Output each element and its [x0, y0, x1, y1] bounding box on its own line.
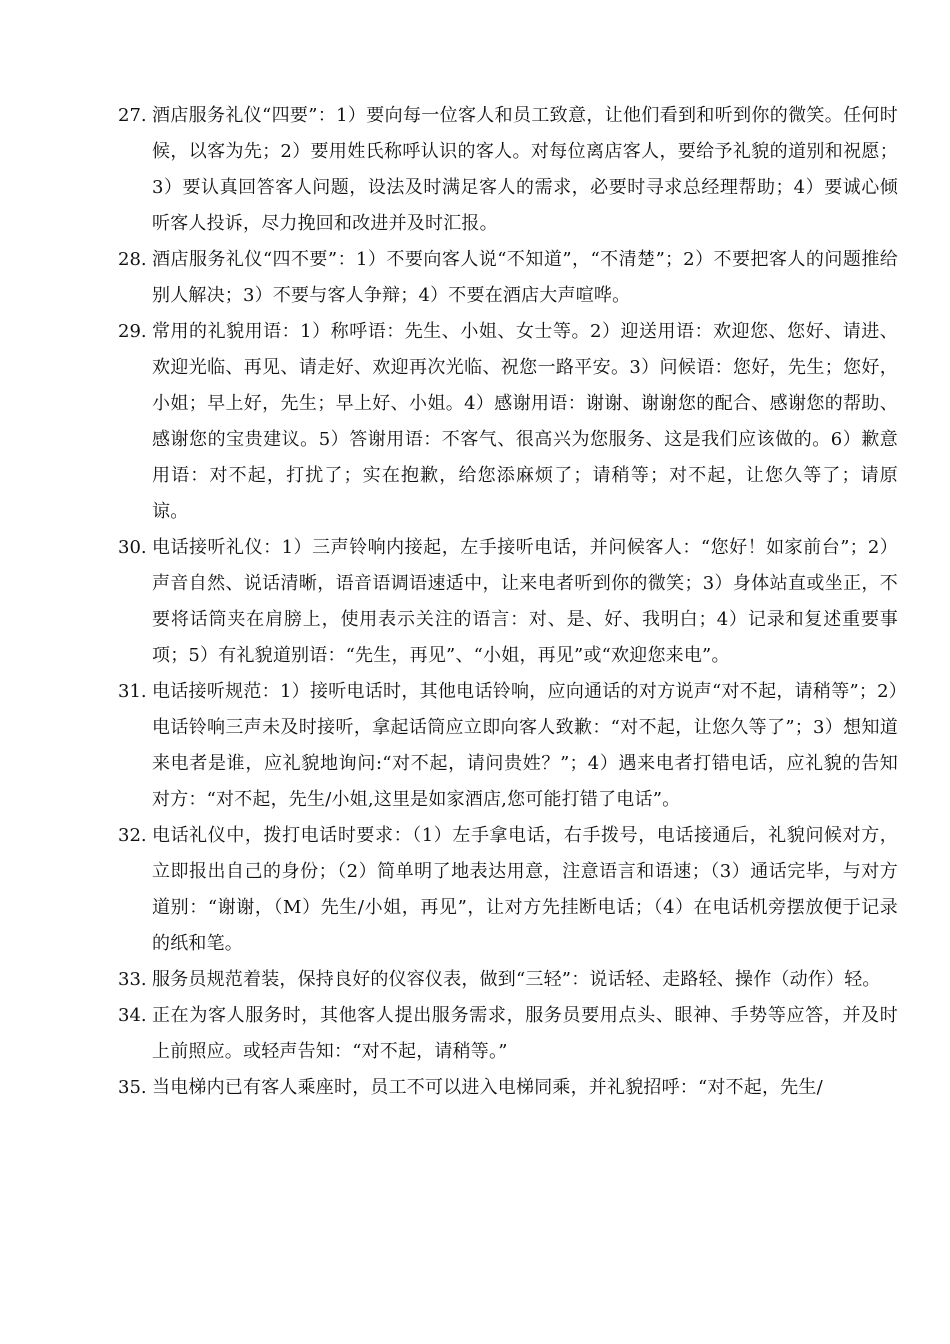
list-item	[118, 818, 898, 962]
list-item	[118, 242, 898, 314]
item-number: 30.	[118, 537, 147, 558]
item-number: 31.	[118, 681, 147, 702]
item-number: 32.	[118, 825, 147, 846]
item-text: 酒店服务礼仪“四要”：1）要向每一位客人和员工致意，让他们看到和听到你的微笑。任何时候，以客为先；2）要用姓氏称呼认识的客人。对每位离店客人，要给予礼貌的道别和祝愿；3）要认真回答客人问题，设法及时满足客人的需求，必要时寻求总经理帮助；4）要诚心倾听客人投诉，尽力挽回和改进并及时汇报。	[152, 105, 898, 234]
item-text: 电话接听规范：1）接听电话时，其他电话铃响，应向通话的对方说声“对不起，请稍等”；2）电话铃响三声未及时接听，拿起话筒应立即向客人致歉：“对不起，让您久等了”；3）想知道来电者是谁，应礼貌地询问:“对不起，请问贵姓？”；4）遇来电者打错电话，应礼貌的告知对方：“对不起，先生/小姐,这里是如家酒店,您可能打错了电话”。	[152, 681, 898, 810]
list-item	[118, 98, 898, 242]
item-number: 35.	[118, 1077, 147, 1098]
item-number: 34.	[118, 1005, 147, 1026]
item-text: 服务员规范着装，保持良好的仪容仪表，做到“三轻”：说话轻、走路轻、操作（动作）轻。	[152, 969, 881, 990]
item-number: 33.	[118, 969, 147, 990]
item-text: 电话礼仪中，拨打电话时要求：（1）左手拿电话，右手拨号，电话接通后，礼貌问候对方，立即报出自己的身份；（2）简单明了地表达用意，注意语言和语速；（3）通话完毕，与对方道别：“谢谢，（M）先生/小姐，再见”，让对方先挂断电话；（4）在电话机旁摆放便于记录的纸和笔。	[152, 825, 898, 954]
list-item	[118, 314, 898, 530]
numbered-list	[118, 98, 898, 1106]
list-item	[118, 998, 898, 1070]
list-item	[118, 962, 898, 998]
item-number: 27.	[118, 105, 147, 126]
item-text: 常用的礼貌用语：1）称呼语：先生、小姐、女士等。2）迎送用语：欢迎您、您好、请进、欢迎光临、再见、请走好、欢迎再次光临、祝您一路平安。3）问候语：您好，先生；您好，小姐；早上好，先生；早上好、小姐。4）感谢用语：谢谢、谢谢您的配合、感谢您的帮助、感谢您的宝贵建议。5）答谢用语：不客气、很高兴为您服务、这是我们应该做的。6）歉意用语：对不起，打扰了；实在抱歉，给您添麻烦了；请稍等；对不起，让您久等了；请原谅。	[152, 321, 898, 522]
list-item	[118, 530, 898, 674]
item-text: 酒店服务礼仪“四不要”：1）不要向客人说“不知道”，“不清楚”；2）不要把客人的问题推给别人解决；3）不要与客人争辩；4）不要在酒店大声喧哗。	[152, 249, 898, 306]
list-item	[118, 1070, 898, 1106]
list-item	[118, 674, 898, 818]
item-text: 电话接听礼仪：1）三声铃响内接起，左手接听电话，并问候客人：“您好！如家前台”；2）声音自然、说话清晰，语音语调语速适中，让来电者听到你的微笑；3）身体站直或坐正，不要将话筒夹在肩膀上，使用表示关注的语言：对、是、好、我明白；4）记录和复述重要事项；5）有礼貌道别语：“先生，再见”、“小姐，再见”或“欢迎您来电”。	[152, 537, 898, 666]
item-number: 28.	[118, 249, 147, 270]
item-text: 当电梯内已有客人乘座时，员工不可以进入电梯同乘，并礼貌招呼：“对不起，先生/	[152, 1077, 823, 1098]
item-number: 29.	[118, 321, 147, 342]
item-text: 正在为客人服务时，其他客人提出服务需求，服务员要用点头、眼神、手势等应答，并及时上前照应。或轻声告知：“对不起，请稍等。”	[152, 1005, 898, 1062]
